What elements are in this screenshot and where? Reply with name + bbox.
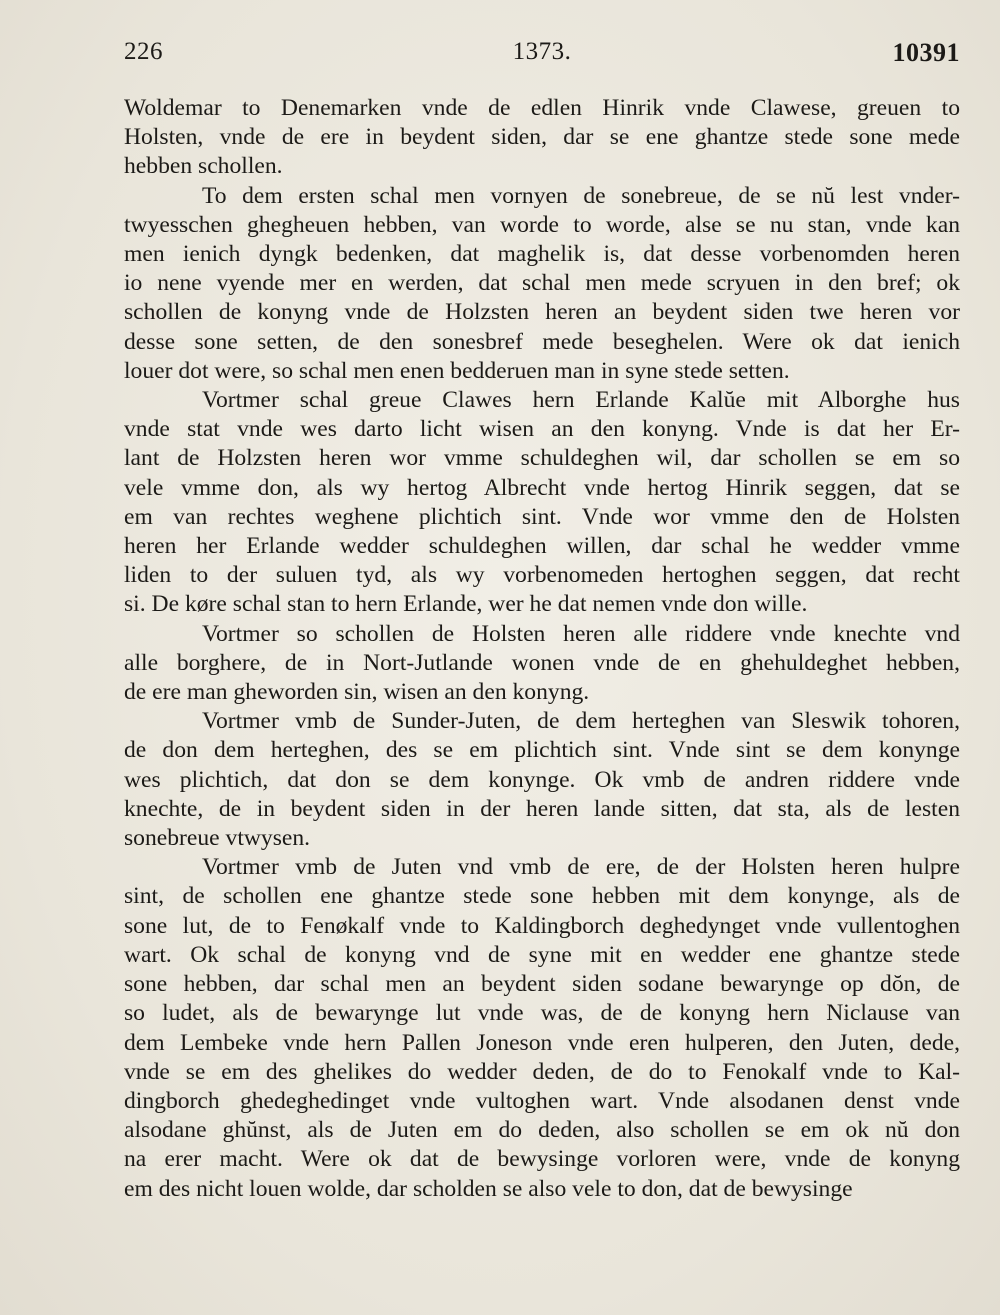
text-line: sonebreue vtwysen. <box>124 825 311 852</box>
text-line: Vortmer so schollen de Holsten heren alle riddere vnde knechte vnd <box>202 620 960 647</box>
text-line: em van rechtes weghene plichtich sint. Vnde wor vmme den de Holsten <box>124 503 960 530</box>
text-line: si. De køre schal stan to hern Erlande, wer he dat nemen vnde don wille. <box>124 591 808 618</box>
text-line: alle borghere, de in Nort-Jutlande wonen vnde de en ghehuldeghet hebben, <box>124 649 960 676</box>
paragraph <box>124 707 960 853</box>
text-line: vele vmme don, als wy hertog Albrecht vnde hertog Hinrik seggen, dat se <box>124 474 960 501</box>
text-line: Vortmer vmb de Juten vnd vmb de ere, de der Holsten heren hulpre <box>202 854 960 881</box>
body-text <box>124 94 960 1204</box>
text-line: wart. Ok schal de konyng vnd de syne mit en wedder ene ghantze stede <box>124 941 960 968</box>
text-line: sone hebben, dar schal men an beydent siden sodane bewarynge op dŏn, de <box>124 971 960 998</box>
text-line: Holsten, vnde de ere in beydent siden, dar se ene ghantze stede sone mede <box>124 124 960 151</box>
text-line: twyesschen ghegheuen hebben, van worde to worde, alse se nu stan, vnde kan <box>124 211 960 238</box>
text-line: liden to der suluen tyd, als wy vorbenomeden hertoghen seggen, dat recht <box>124 562 960 589</box>
text-line: louer dot were, so schal men enen bedderuen man in syne stede setten. <box>124 357 790 384</box>
text-line: hebben schollen. <box>124 153 283 180</box>
text-line: dem Lembeke vnde hern Pallen Joneson vnde eren hulperen, den Juten, dede, <box>124 1029 960 1056</box>
text-line: sone lut, de to Fenøkalf vnde to Kaldingborch deghedynget vnde vullentoghen <box>124 912 960 939</box>
text-line: Vortmer schal greue Clawes hern Erlande Kalŭe mit Alborghe hus <box>202 387 960 414</box>
text-line: dingborch ghedeghedinget vnde vultoghen wart. Vnde alsodanen denst vnde <box>124 1087 960 1114</box>
text-line: heren her Erlande wedder schuldeghen willen, dar schal he wedder vmme <box>124 533 960 560</box>
text-line: Vortmer vmb de Sunder-Juten, de dem herteghen van Sleswik tohoren, <box>202 708 960 735</box>
text-line: so ludet, als de bewarynge lut vnde was, de de konyng hern Niclause van <box>124 1000 960 1027</box>
text-line: desse sone setten, de den sonesbref mede beseghelen. Were ok dat ienich <box>124 328 960 355</box>
text-line: schollen de konyng vnde de Holzsten heren an beydent siden twe heren vor <box>124 299 960 326</box>
text-line: Woldemar to Denemarken vnde de edlen Hinrik vnde Clawese, greuen to <box>124 95 960 121</box>
page-number: 226 <box>124 38 163 65</box>
paragraph <box>124 386 960 620</box>
paragraph <box>124 853 960 1203</box>
text-line: alsodane ghŭnst, als de Juten em do deden, also schollen se em ok nŭ don <box>124 1117 960 1144</box>
text-line: vnde stat vnde wes darto licht wisen an den konyng. Vnde is dat her Er- <box>124 416 960 443</box>
text-line: em des nicht louen wolde, dar scholden se also vele to don, dat de bewysinge <box>124 1175 853 1202</box>
page-header <box>124 38 960 74</box>
paragraph <box>124 182 960 386</box>
text-line: vnde se em des ghelikes do wedder deden, de do to Fenokalf vnde to Kal- <box>124 1058 960 1085</box>
text-line: wes plichtich, dat don se dem konynge. Ok vmb de andren riddere vnde <box>124 766 960 793</box>
text-line: io nene vyende mer en werden, dat schal men mede scryuen in den bref; ok <box>124 270 960 297</box>
text-line: de don dem herteghen, des se em plichtich sint. Vnde sint se dem konynge <box>124 737 960 764</box>
text-line: sint, de schollen ene ghantze stede sone hebben mit dem konynge, als de <box>124 883 960 910</box>
text-line: lant de Holzsten heren wor vmme schuldeghen wil, dar schollen se em so <box>124 445 960 472</box>
text-line: de ere man gheworden sin, wisen an den konyng. <box>124 679 590 706</box>
document-number: 10391 <box>892 38 960 67</box>
text-line: To dem ersten schal men vornyen de sonebreue, de se nŭ lest vnder- <box>202 182 960 209</box>
paragraph <box>124 94 960 182</box>
paragraph <box>124 620 960 708</box>
text-line: knechte, de in beydent siden in der heren lande sitten, dat sta, als de lesten <box>124 795 960 822</box>
text-line: na erer macht. Were ok dat de bewysinge vorloren were, vnde de konyng <box>124 1146 960 1173</box>
year-heading: 1373. <box>512 38 572 65</box>
text-line: men ienich dyngk bedenken, dat maghelik is, dat desse vorbenomden heren <box>124 241 960 268</box>
